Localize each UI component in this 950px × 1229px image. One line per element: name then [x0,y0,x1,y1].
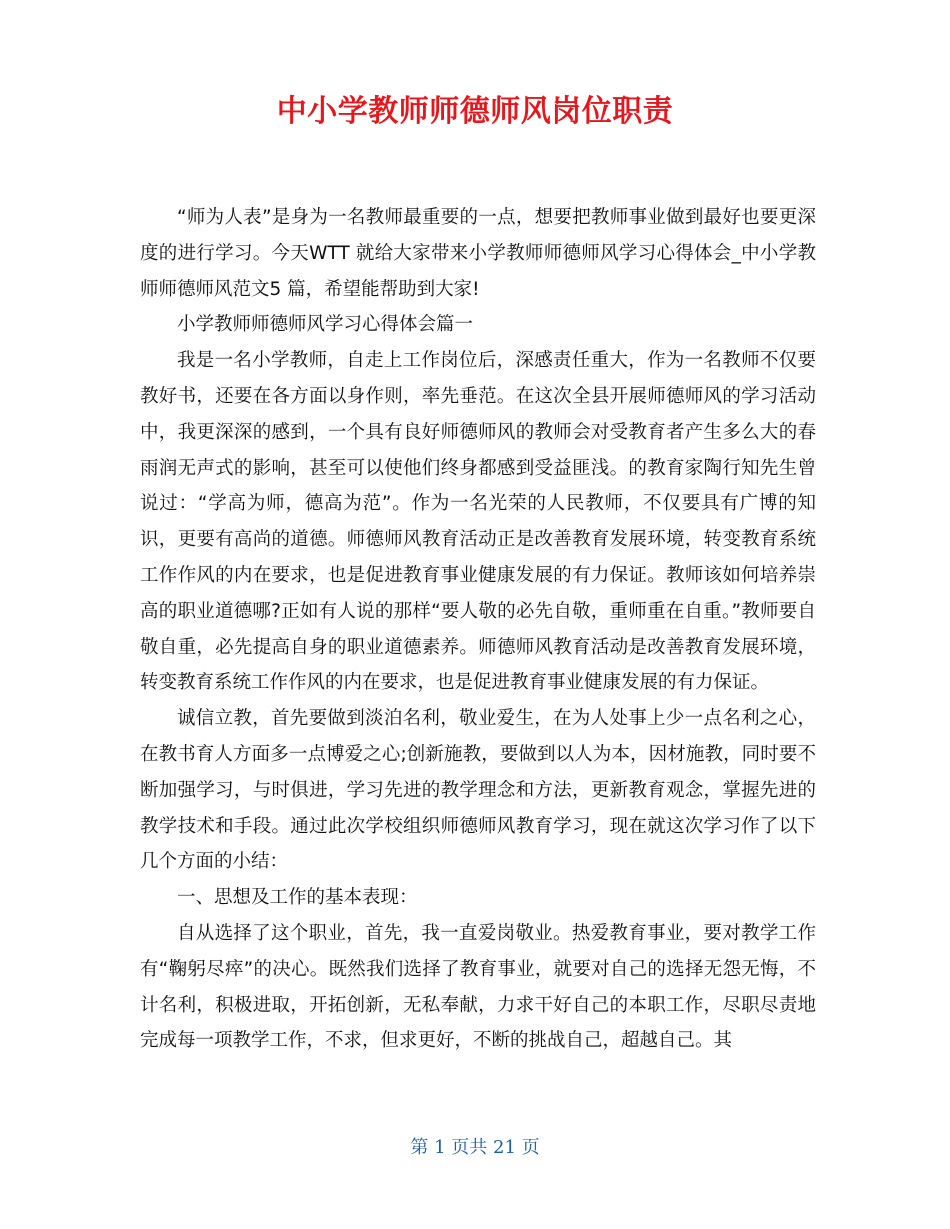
section-heading: 小学教师师德师风学习心得体会篇一 [177,314,474,336]
body-paragraph: 诚信立教，首先要做到淡泊名利，敬业爱生，在为人处事上少一点名利之心，在教书育人方面多一点博爱之心;创新施教，要做到以人为本，因材施教，同时要不断加强学习，与时俱进，学习先进的教学理念和方法，更新教育观念，掌握先进的教学技术和手段。通过此次学校组织师德师风教育学习，现在就这次学习作了以下几个方面的小结： [140,708,816,873]
intro-paragraph: “师为人表”是身为一名教师最重要的一点，想要把教师事业做到最好也要更深度的进行学习。今天WTT 就给大家带来小学教师师德师风学习心得体会_中小学教师师德师风范文5 篇，希望能帮助到大家! [140,207,816,300]
page-number-footer: 第 1 页共 21 页 [410,1137,540,1158]
subsection-heading: 一、思想及工作的基本表现： [177,887,418,909]
body-paragraph: 自从选择了这个职业，首先，我一直爱岗敬业。热爱教育事业，要对教学工作有“鞠躬尽瘁”的决心。既然我们选择了教育事业，就要对自己的选择无怨无悔，不计名利，积极进取，开拓创新，无私奉献，力求干好自己的本职工作，尽职尽责地完成每一项教学工作，不求，但求更好，不断的挑战自己，超越自己。其 [140,922,816,1052]
document-body [140,200,816,1059]
body-paragraph: 我是一名小学教师，自走上工作岗位后，深感责任重大，作为一名教师不仅要教好书，还要在各方面以身作则，率先垂范。在这次全县开展师德师风的学习活动中，我更深深的感到，一个具有良好师德师风的教师会对受教育者产生多么大的春雨润无声式的影响，甚至可以使他们终身都感到受益匪浅。的教育家陶行知先生曾说过：“学高为师，德高为范”。作为一名光荣的人民教师，不仅要具有广博的知识，更要有高尚的道德。师德师风教育活动正是改善教育发展环境，转变教育系统工作作风的内在要求，也是促进教育事业健康发展的有力保证。教师该如何培养崇高的职业道德哪?正如有人说的那样“要人敬的必先自敬，重师重在自重。”教师要自敬自重，必先提高自身的职业道德素养。师德师风教育活动是改善教育发展环境，转变教育系统工作作风的内在要求，也是促进教育事业健康发展的有力保证。 [140,350,816,694]
document-title: 中小学教师师德师风岗位职责 [276,94,674,129]
